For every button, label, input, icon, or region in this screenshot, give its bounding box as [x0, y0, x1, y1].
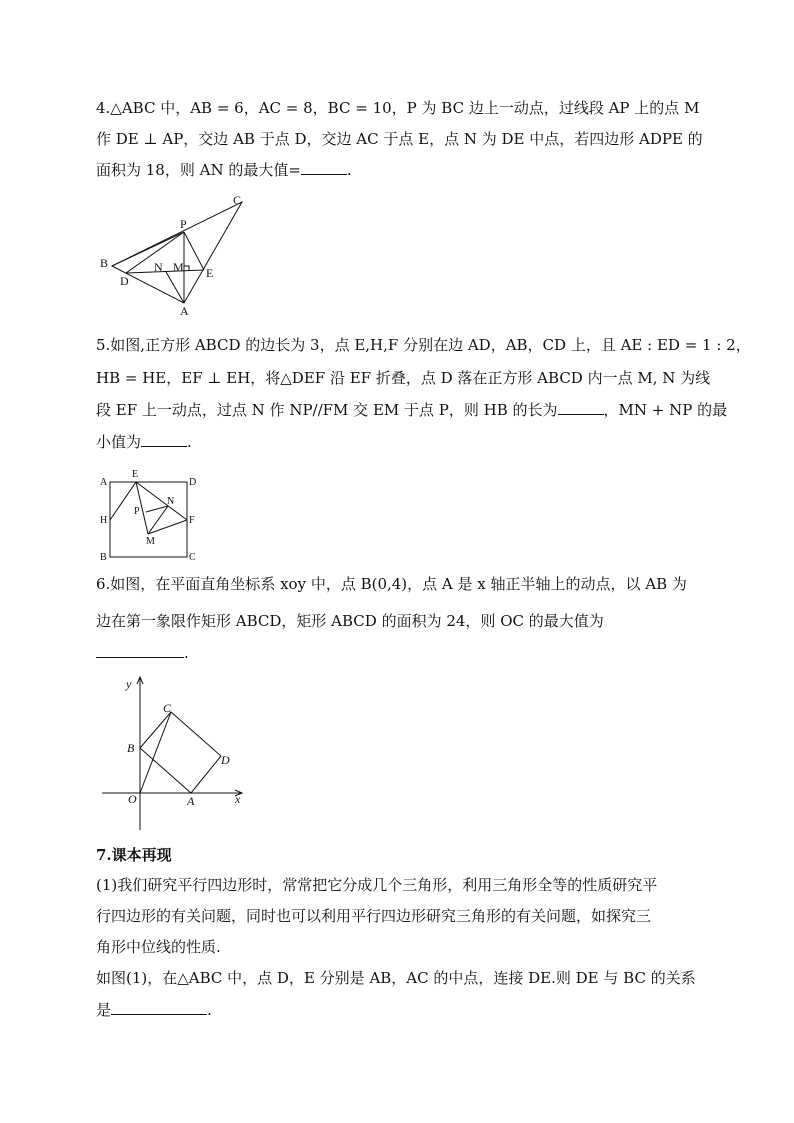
q6-label-a: A [187, 794, 195, 808]
q5-label-a: A [100, 477, 108, 488]
q7-line-5-text: 是 [96, 1001, 112, 1019]
q4-label-c: C [233, 193, 242, 207]
q6-label-c: C [163, 701, 172, 715]
q7-title: 7.课本再现 [96, 846, 172, 864]
q6-rectangle-abcd [140, 712, 221, 793]
q7-line-2: 行四边形的有关问题，同时也可以利用平行四边形研究三角形的有关问题，如探究三 [96, 907, 652, 925]
q4-segment-de [126, 270, 204, 273]
q5-line-3 [96, 400, 727, 420]
q5-label-h: H [100, 515, 108, 526]
q5-answer-blank-1[interactable] [558, 400, 604, 415]
q4-triangle-abc [112, 202, 242, 303]
q4-label-d: D [120, 274, 129, 288]
q5-end: . [187, 433, 192, 451]
q5-line-4-text: 小值为 [96, 433, 142, 451]
q4-answer-blank[interactable] [301, 160, 347, 175]
q5-label-c: C [189, 552, 196, 563]
q5-label-e: E [132, 469, 139, 480]
q4-line-3 [96, 160, 352, 180]
q4-label-m: M [173, 260, 184, 274]
q4-label-e: E [206, 266, 214, 280]
q5-label-m: M [146, 536, 155, 547]
q5-segment-he [110, 482, 136, 520]
q4-segment-pe [184, 232, 204, 270]
q5-label-n: N [167, 496, 175, 507]
q6-end: . [184, 644, 189, 662]
q5-line-1: 5.如图,正方形 ABCD 的边长为 3，点 E,H,F 分别在边 AD，AB，CD 上，且 AE : ED = 1 : 2， [96, 336, 751, 354]
q6-line-1: 6.如图，在平面直角坐标系 xoy 中，点 B(0,4)，点 A 是 x 轴正半轴上的动点，以 AB 为 [96, 575, 687, 593]
q5-line-3-tail: ，MN + NP 的最 [603, 401, 728, 419]
q5-label-d: D [189, 477, 197, 488]
q5-label-b: B [100, 552, 107, 563]
q5-line-2: HB = HE，EF ⊥ EH，将△DEF 沿 EF 折叠，点 D 落在正方形 ABCD 内一点 M, N 为线 [96, 369, 711, 387]
q7-line-1: (1)我们研究平行四边形时，常常把它分成几个三角形，利用三角形全等的性质研究平 [96, 876, 658, 894]
q5-label-f: F [189, 515, 195, 526]
q7-line-4: 如图(1)，在△ABC 中，点 D，E 分别是 AB，AC 的中点，连接 DE.则 DE 与 BC 的关系 [96, 969, 696, 987]
q5-line-3-text: 段 EF 上一动点，过点 N 作 NP//FM 交 EM 于点 P，则 HB 的长为 [96, 401, 558, 419]
q6-label-b: B [127, 741, 135, 755]
q7-line-3: 角形中位线的性质. [96, 938, 221, 956]
q5-answer-blank-2[interactable] [141, 432, 187, 447]
q4-line-2: 作 DE ⊥ AP，交边 AB 于点 D，交边 AC 于点 E，点 N 为 DE 中点，若四边形 ADPE 的 [96, 130, 703, 148]
q4-line-3-text: 面积为 18，则 AN 的最大值= [96, 161, 301, 179]
q4-label-a: A [180, 304, 189, 318]
q6-label-o: O [128, 792, 137, 806]
q6-label-y: y [126, 677, 132, 691]
q5-figure [96, 466, 211, 566]
q4-figure [96, 192, 256, 317]
q4-label-p: P [180, 217, 187, 231]
q4-label-b: B [100, 256, 109, 270]
q6-line-3 [96, 643, 189, 663]
q6-label-d: D [221, 753, 230, 767]
q7-end: . [207, 1001, 212, 1019]
q4-label-n: N [154, 260, 163, 274]
q6-answer-blank[interactable] [96, 643, 184, 658]
q4-end: . [346, 161, 352, 179]
q5-line-4 [96, 432, 192, 452]
q6-line-2: 边在第一象限作矩形 ABCD，矩形 ABCD 的面积为 24，则 OC 的最大值为 [96, 612, 604, 630]
q7-line-5 [96, 1000, 212, 1020]
q7-answer-blank[interactable] [111, 1000, 207, 1015]
q6-figure [96, 672, 256, 832]
q6-label-x: x [235, 792, 241, 806]
q5-label-p: P [134, 506, 140, 517]
q4-line-1: 4.△ABC 中，AB = 6，AC = 8，BC = 10，P 为 BC 边上一动点，过线段 AP 上的点 M [96, 99, 700, 117]
q5-segment-mf [148, 520, 187, 534]
